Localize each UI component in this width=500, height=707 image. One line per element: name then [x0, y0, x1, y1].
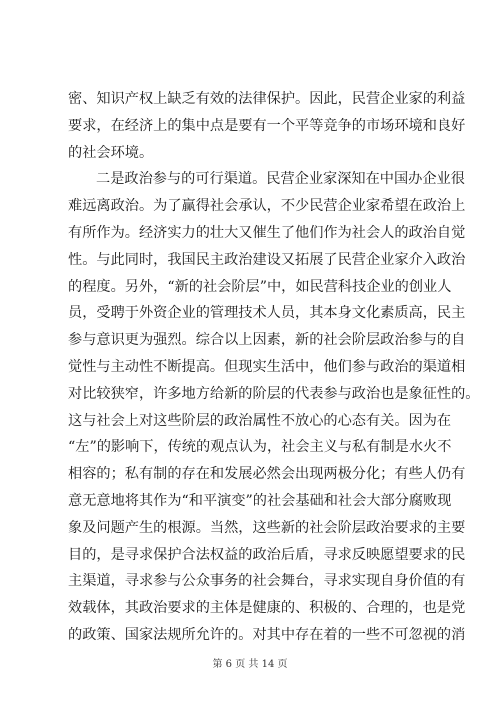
page-footer: 第 6 页 共 14 页 — [212, 659, 288, 670]
text-line: “左”的影响下，传统的观点认为，社会主义与私有制是水火不 — [68, 439, 452, 456]
text-line: 意无意地将其作为“和平演变”的社会基础和社会大部分腐败现 — [68, 492, 452, 509]
body-text — [68, 86, 480, 676]
text-line: 员，受聘于外资企业的管理技术人员，其本身文化素质高，民主 — [68, 305, 466, 322]
text-line: 的社会环境。 — [68, 144, 154, 161]
text-line: 的程度。另外，“新的社会阶层”中，如民营科技企业的创业人 — [68, 278, 452, 295]
text-line: 主渠道，寻求参与公众事务的社会舞台，寻求实现自身价值的有 — [68, 573, 466, 590]
text-line: 的政策、国家法规所允许的。对其中存在着的一些不可忽视的消 — [68, 626, 466, 643]
text-line: 二是政治参与的可行渠道。民营企业家深知在中国办企业很 — [96, 171, 465, 188]
text-line: 效载体，其政治要求的主体是健康的、积极的、合理的，也是党 — [68, 600, 466, 617]
text-line: 这与社会上对这些阶层的政治属性不放心的心态有关。因为在 — [68, 412, 452, 429]
text-line: 参与意识更为强烈。综合以上因素，新的社会阶层政治参与的自 — [68, 332, 466, 349]
text-line: 性。与此同时，我国民主政治建设又拓展了民营企业家介入政治 — [68, 251, 466, 268]
text-line: 目的，是寻求保护合法权益的政治后盾，寻求反映愿望要求的民 — [68, 546, 466, 563]
text-line: 难远离政治。为了赢得社会承认，不少民营企业家希望在政治上 — [68, 198, 466, 215]
text-line: 相容的；私有制的存在和发展必然会出现两极分化；有些人仍有 — [68, 466, 466, 483]
text-line: 密、知识产权上缺乏有效的法律保护。因此，民营企业家的利益 — [68, 91, 466, 107]
text-line: 要求，在经济上的集中点是要有一个平等竞争的市场环境和良好 — [68, 117, 466, 134]
text-line: 觉性与主动性不断提高。但现实生活中，他们参与政治的渠道相 — [68, 358, 466, 375]
text-line: 象及问题产生的根源。当然，这些新的社会阶层政治要求的主要 — [68, 519, 466, 536]
text-line: 对比较狭窄，许多地方给新的阶层的代表参与政治也是象征性的。 — [68, 385, 480, 402]
text-line: 有所作为。经济实力的壮大又催生了他们作为社会人的政治自觉 — [68, 224, 466, 241]
